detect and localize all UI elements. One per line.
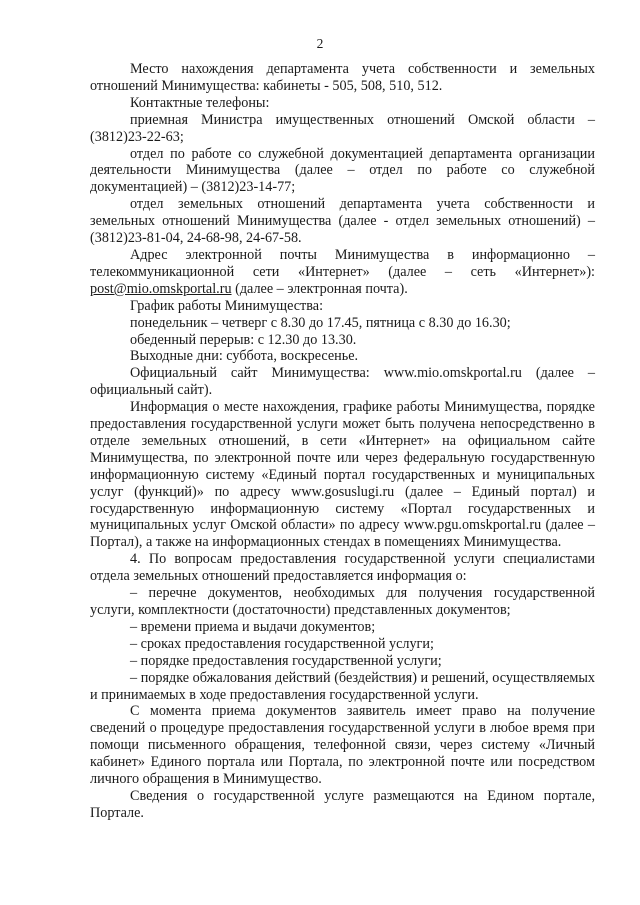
paragraph-section-4: 4. По вопросам предоставления государственной услуги специалистами отдела земельных отношений предоставляется информация о: bbox=[90, 551, 595, 585]
list-item-deadlines: – сроках предоставления государственной услуги; bbox=[130, 635, 434, 652]
list-item-reception-time: – времени приема и выдачи документов; bbox=[130, 618, 376, 635]
paragraph-portal-info: Сведения о государственной услуге размещаются на Едином портале, Портале. bbox=[90, 787, 595, 821]
paragraph-schedule-heading: График работы Минимущества: bbox=[130, 297, 324, 314]
email-link[interactable]: post@mio.omskportal.ru bbox=[90, 280, 232, 297]
paragraph-schedule-lunch: обеденный перерыв: с 12.30 до 13.30. bbox=[130, 331, 357, 348]
paragraph-phones-heading: Контактные телефоны: bbox=[130, 94, 270, 111]
email-text-after: (далее – электронная почта). bbox=[231, 280, 408, 297]
paragraph-applicant-rights: С момента приема документов заявитель имеет право на получение сведений о процедуре предоставления государственной услуги в любое время при помощи письменного обращения, телефонной связи, через систему «Личный кабинет» Единого портала или Портала, по электронной почте или посредством личного обращения в Минимущество. bbox=[90, 703, 595, 788]
email-text-before: Адрес электронной почты Минимущества в информационно – телекоммуникационной сети «Интернет» (далее – сеть «Интернет»): bbox=[90, 246, 595, 280]
paragraph-schedule-weekend: Выходные дни: суббота, воскресенье. bbox=[130, 348, 359, 365]
document-body bbox=[90, 61, 595, 822]
paragraph-schedule-weekdays: понедельник – четверг с 8.30 до 17.45, пятница с 8.30 до 16.30; bbox=[130, 314, 511, 331]
paragraph-email bbox=[90, 247, 595, 298]
paragraph-official-site: Официальный сайт Минимущества: www.mio.omskportal.ru (далее – официальный сайт). bbox=[90, 365, 595, 399]
list-item-procedure: – порядке предоставления государственной услуги; bbox=[130, 652, 442, 669]
paragraph-info-sources: Информация о месте нахождения, графике работы Минимущества, порядке предоставления государственной услуги может быть получена непосредственно в отделе земельных отношений, в сети «Интернет» на официальном сайте Минимущества, по электронной почте или через федеральную государственную информационную систему «Единый портал государственных и муниципальных услуг (функций)» по адресу www.gosuslugi.ru (далее – Единый портал) и государственную информационную систему «Портал государственных и муниципальных услуг Омской области» по адресу www.pgu.omskportal.ru (далее – Портал), а также на информационных стендах в помещениях Минимущества. bbox=[90, 399, 595, 551]
list-item-documents: – перечне документов, необходимых для получения государственной услуги, комплектности (достаточности) представленных документов; bbox=[90, 585, 595, 618]
paragraph-phone-docs-department: отдел по работе со служебной документацией департамента организации деятельности Минимущества (далее – отдел по работе со служебной документацией) – (3812)23-14-77; bbox=[90, 145, 595, 196]
page-number: 2 bbox=[316, 36, 324, 51]
paragraph-phone-reception: приемная Министра имущественных отношений Омской области – (3812)23-22-63; bbox=[90, 111, 595, 145]
list-item-appeal: – порядке обжалования действий (бездействия) и решений, осуществляемых и принимаемых в ходе предоставления государственной услуги. bbox=[90, 669, 595, 703]
paragraph-location: Место нахождения департамента учета собственности и земельных отношений Минимущества: кабинеты - 505, 508, 510, 512. bbox=[90, 61, 595, 94]
paragraph-phone-land-department: отдел земельных отношений департамента учета собственности и земельных отношений Минимущества (далее - отдел земельных отношений) – (3812)23-81-04, 24-68-98, 24-67-58. bbox=[90, 196, 595, 247]
